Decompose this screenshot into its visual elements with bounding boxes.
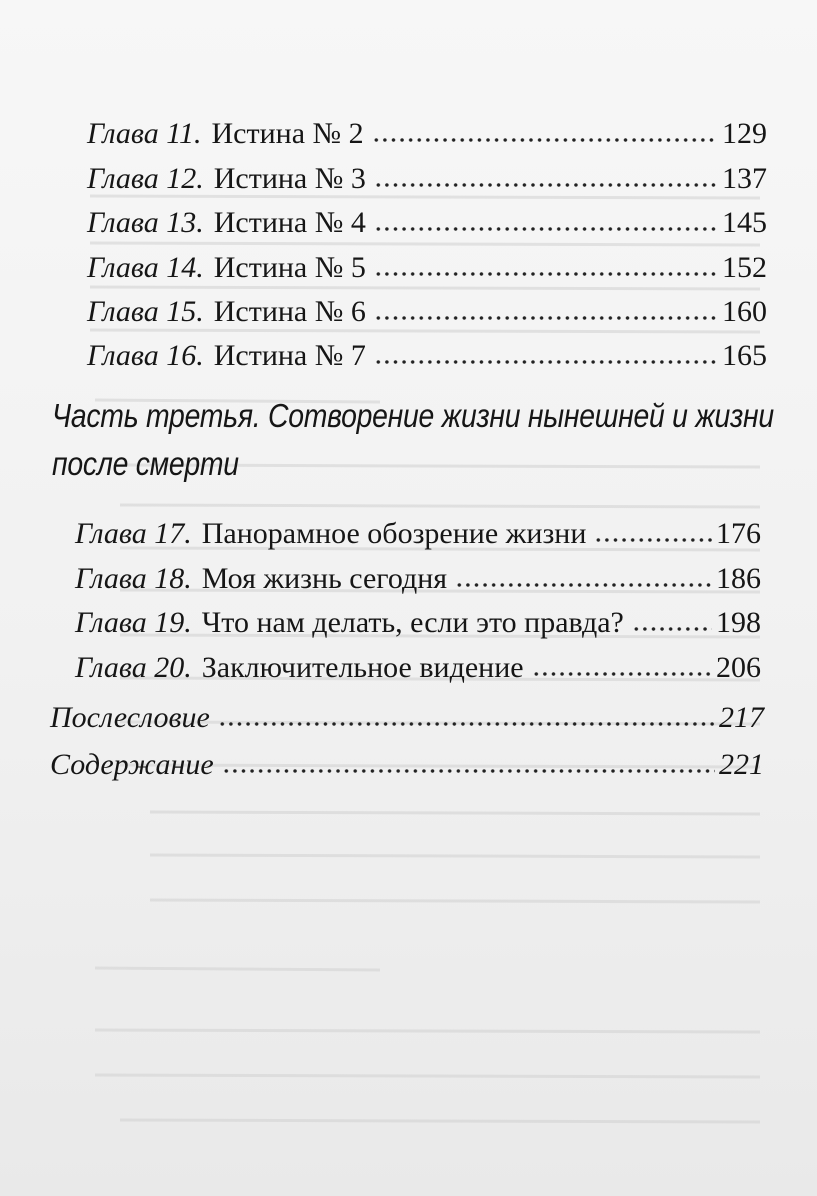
chapter-number: Глава 16.: [87, 339, 204, 372]
chapter-title: Истина № 6: [213, 295, 366, 328]
page-number: 221: [719, 748, 764, 781]
toc-entry-chapter-12[interactable]: [87, 161, 767, 197]
toc-entry-chapter-20[interactable]: [75, 650, 761, 686]
dot-leader: [372, 135, 718, 145]
page-number: 206: [716, 651, 761, 684]
chapter-title: Истина № 3: [213, 162, 366, 195]
chapter-title: Панорамное обозрение жизни: [201, 517, 587, 550]
toc-entry-chapter-14[interactable]: [87, 250, 767, 286]
page-number: 129: [722, 117, 767, 150]
section-title: Послесловие: [50, 701, 210, 734]
chapter-title: Истина № 2: [211, 117, 364, 150]
toc-entry-chapter-13[interactable]: [87, 205, 767, 241]
page-number: 145: [722, 206, 767, 239]
page-number: 217: [719, 701, 764, 734]
page-number: 165: [722, 339, 767, 372]
page-number: 198: [716, 606, 761, 639]
chapter-title: Заключительное видение: [201, 651, 524, 684]
page-number: 137: [722, 162, 767, 195]
dot-leader: [374, 269, 718, 279]
chapter-title: Моя жизнь сегодня: [201, 562, 448, 595]
chapter-number: Глава 13.: [87, 206, 204, 239]
toc-entry-chapter-19[interactable]: [75, 605, 761, 641]
chapter-number: Глава 19.: [75, 606, 192, 639]
chapter-title: Истина № 7: [213, 339, 366, 372]
toc-entry-chapter-16[interactable]: [87, 338, 767, 374]
toc-entry-contents[interactable]: [50, 747, 764, 783]
toc-entry-chapter-18[interactable]: [75, 561, 761, 597]
chapter-number: Глава 17.: [75, 517, 192, 550]
chapter-number: Глава 20.: [75, 651, 192, 684]
chapter-number: Глава 11.: [87, 117, 202, 150]
page-number: 186: [716, 562, 761, 595]
page-number: 152: [722, 251, 767, 284]
chapter-number: Глава 18.: [75, 562, 192, 595]
chapter-number: Глава 15.: [87, 295, 204, 328]
toc-entry-chapter-15[interactable]: [87, 294, 767, 330]
toc-entry-afterword[interactable]: [50, 700, 764, 736]
page-number: 160: [722, 295, 767, 328]
chapter-number: Глава 12.: [87, 162, 204, 195]
chapter-title: Истина № 4: [213, 206, 366, 239]
chapter-title: Что нам делать, если это правда?: [201, 606, 624, 639]
dot-leader: [594, 535, 712, 545]
chapter-title: Истина № 5: [213, 251, 366, 284]
chapter-number: Глава 14.: [87, 251, 204, 284]
dot-leader: [532, 669, 712, 679]
dot-leader: [632, 624, 712, 634]
dot-leader: [374, 313, 718, 323]
toc-entry-chapter-17[interactable]: [75, 516, 761, 552]
part-heading[interactable]: Часть третья. Сотворение жизни нынешней и жизни после смерти: [52, 397, 774, 482]
dot-leader: [455, 580, 712, 590]
dot-leader: [222, 766, 715, 776]
page-number: 176: [716, 517, 761, 550]
dot-leader: [374, 357, 718, 367]
toc-entry-chapter-11[interactable]: [87, 116, 767, 152]
dot-leader: [374, 224, 718, 234]
section-title: Содержание: [50, 748, 214, 781]
dot-leader: [374, 180, 718, 190]
dot-leader: [218, 719, 715, 729]
